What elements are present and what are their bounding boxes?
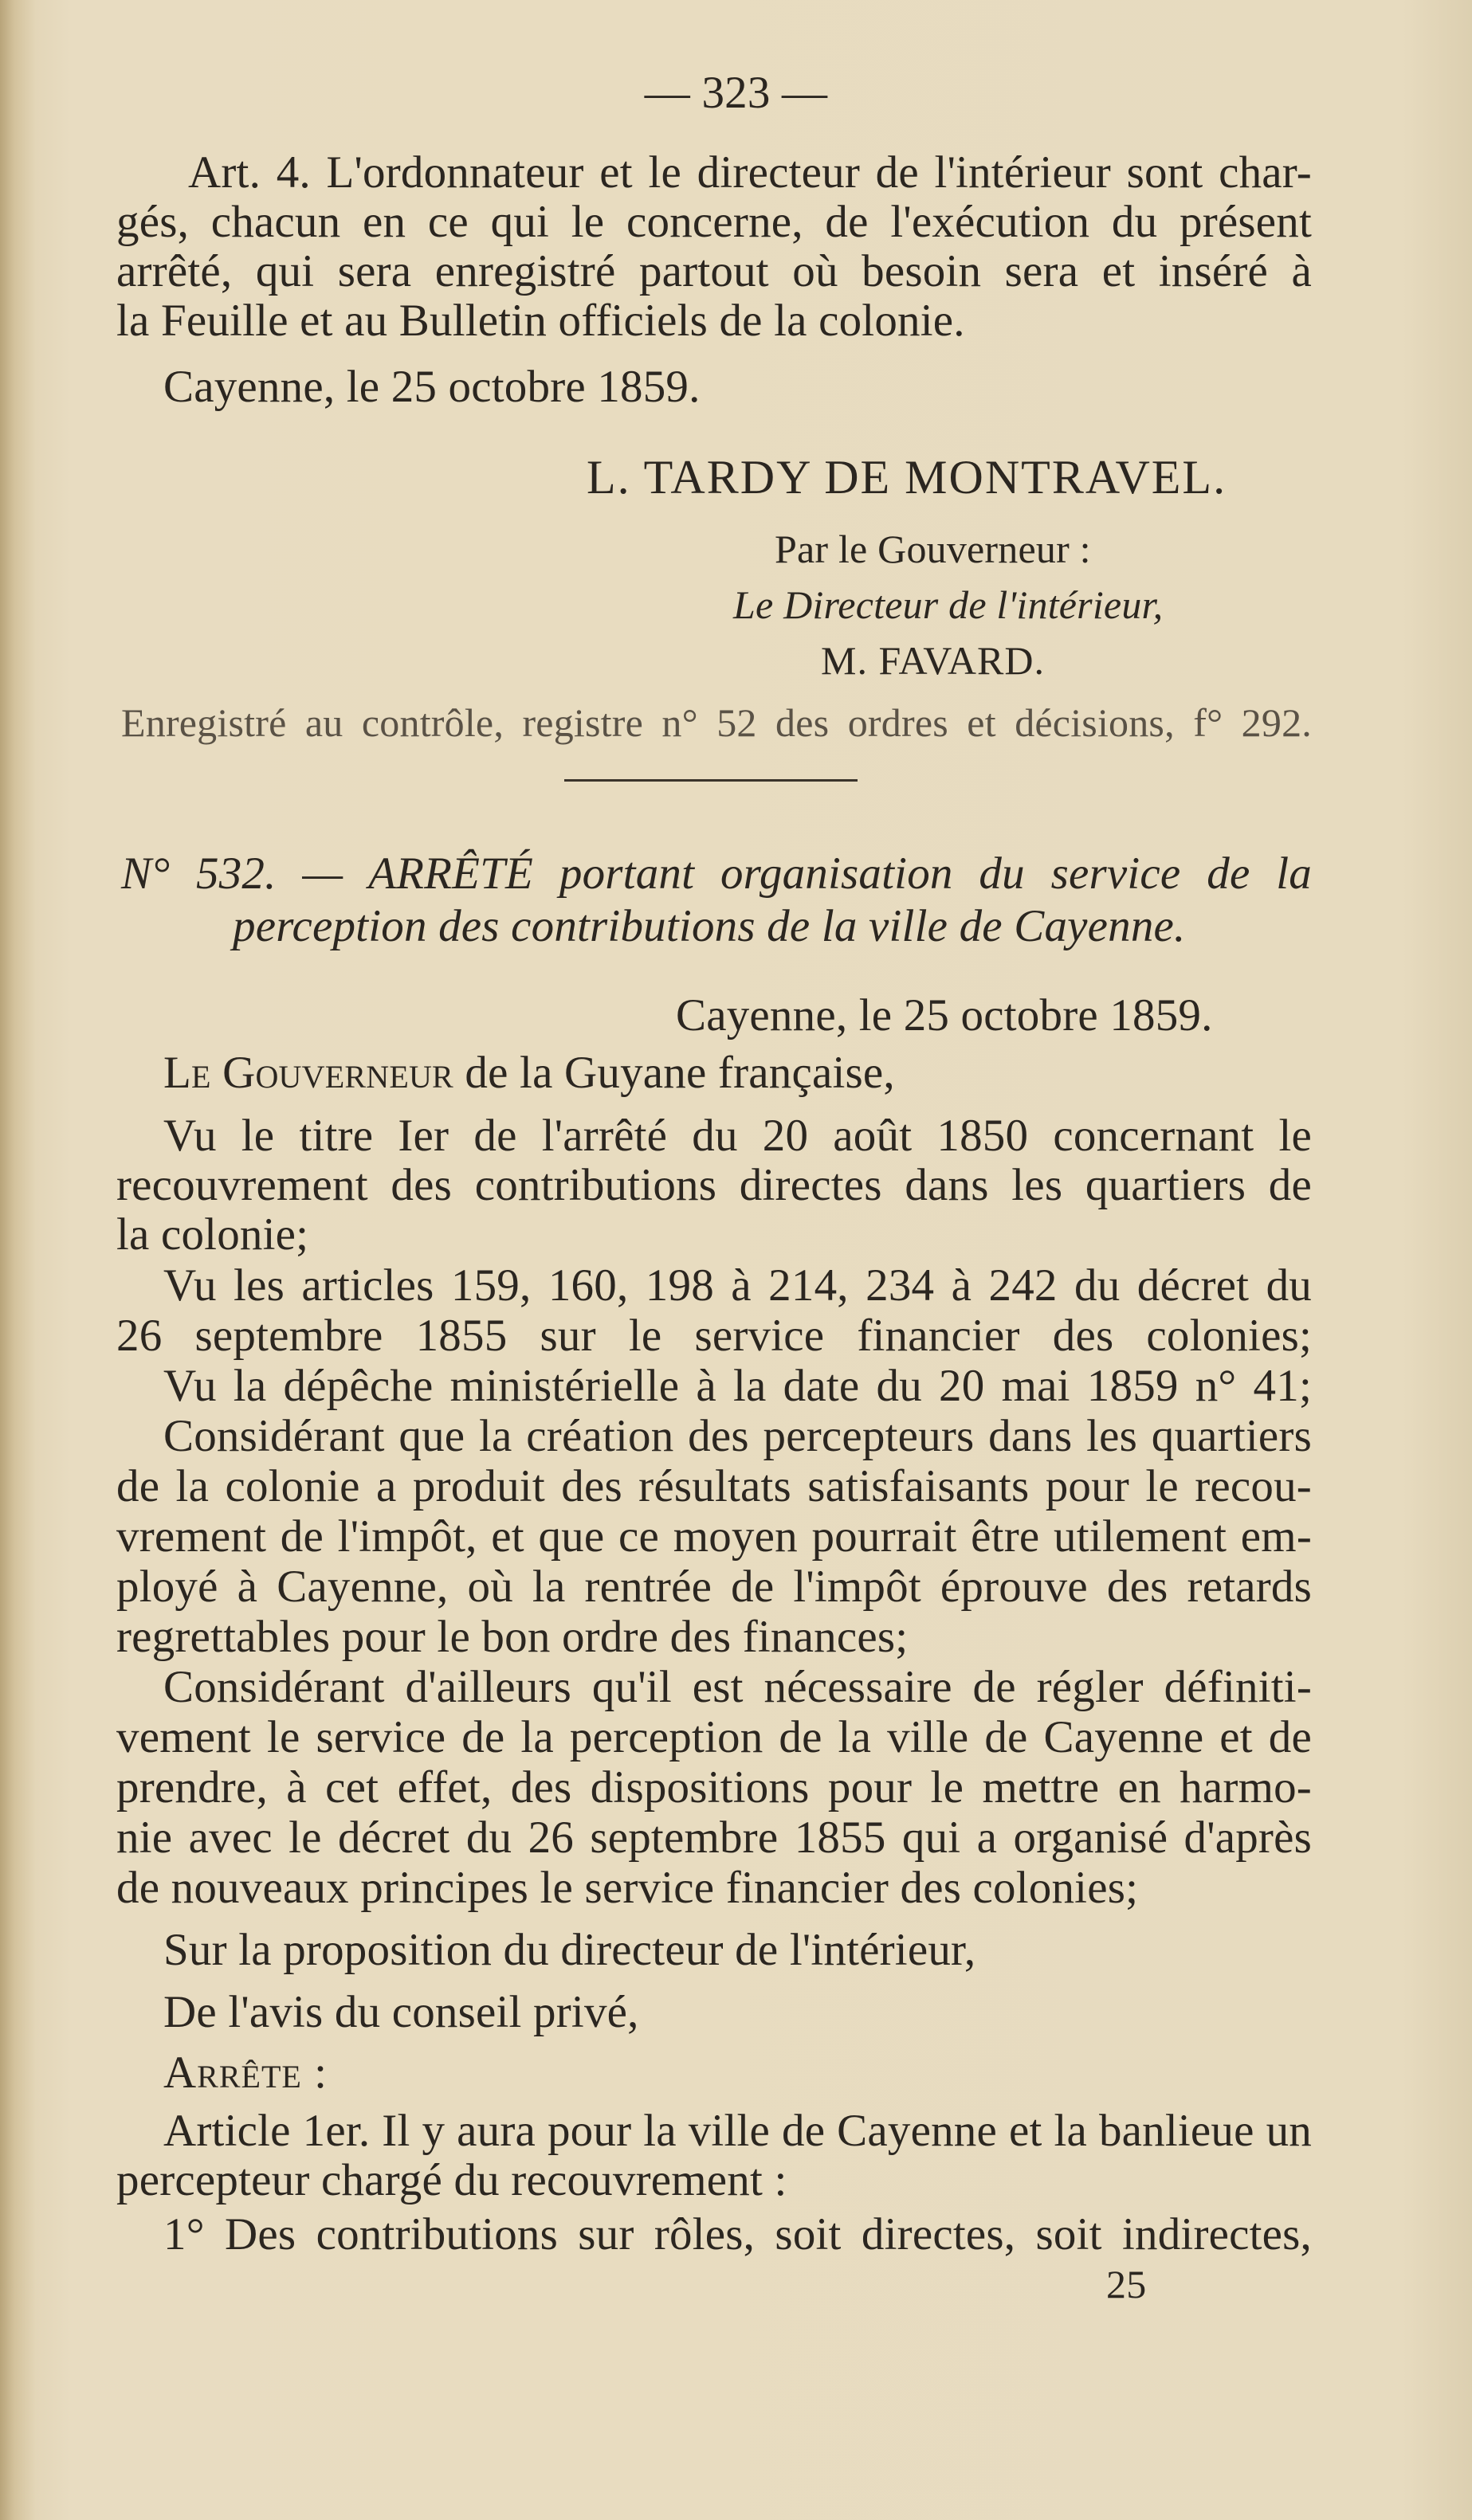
article-line: 1° Des contributions sur rôles, soit directes, soit indirectes, [163, 2209, 1312, 2259]
text-line: regrettables pour le bon ordre des finances; [116, 1612, 909, 1662]
separator-rule [564, 779, 858, 782]
text-line: de nouveaux principes le service financier des colonies; [116, 1863, 1139, 1913]
text-line: prendre, à cet effet, des dispositions pour le mettre en harmo- [116, 1762, 1312, 1813]
text-line: de la colonie a produit des résultats satisfaisants pour le recou- [116, 1461, 1312, 1511]
text-line: vement le service de la perception de la ville de Cayenne et de [116, 1712, 1312, 1762]
director-title: Le Directeur de l'intérieur, [733, 582, 1164, 627]
text-line: Art. 4. L'ordonnateur et le directeur de l'intérieur sont char- [188, 147, 1312, 198]
governor-label: Le Gouverneur [163, 1048, 453, 1098]
governor-rest: de la Guyane française, [453, 1048, 895, 1098]
page-number: — 323 — [644, 68, 828, 118]
text-line: vrement de l'impôt, et que ce moyen pourrait être utilement em- [116, 1511, 1312, 1562]
text-line: Vu les articles 159, 160, 198 à 214, 234 à 242 du décret du [163, 1260, 1312, 1311]
text-line: De l'avis du conseil privé, [163, 1987, 639, 2037]
text-line: Vu le titre Ier de l'arrêté du 20 août 1850 concernant le [163, 1111, 1312, 1161]
text-line: Sur la proposition du directeur de l'intérieur, [163, 1925, 976, 1975]
date-line: Cayenne, le 25 octobre 1859. [163, 362, 701, 412]
arrete-title: N° 532. — ARRÊTÉ portant organisation du service de la [121, 848, 1312, 899]
article-line: Article 1er. Il y aura pour la ville de Cayenne et la banlieue un [163, 2106, 1312, 2156]
article-line: percepteur chargé du recouvrement : [116, 2155, 787, 2205]
text-line: ployé à Cayenne, où la rentrée de l'impôt éprouve des retards [116, 1562, 1312, 1612]
text-line: Vu la dépêche ministérielle à la date du 20 mai 1859 n° 41; [163, 1361, 1312, 1411]
text-line: Considérant que la création des percepteurs dans les quartiers [163, 1411, 1312, 1461]
text-line: arrêté, qui sera enregistré partout où besoin sera et inséré à [116, 246, 1312, 296]
text-line: nie avec le décret du 26 septembre 1855 qui a organisé d'après [116, 1813, 1312, 1863]
registration-note: Enregistré au contrôle, registre n° 52 des ordres et décisions, f° 292. [121, 700, 1312, 745]
signature-mark: 25 [1106, 2262, 1147, 2306]
text-line: recouvrement des contributions directes dans les quartiers de [116, 1160, 1312, 1210]
text-line: gés, chacun en ce qui le concerne, de l'exécution du présent [116, 197, 1312, 247]
governor-line [163, 1048, 1279, 1098]
signatory: L. TARDY DE MONTRAVEL. [587, 451, 1227, 504]
text-line: la colonie; [116, 1209, 309, 1260]
director-name: M. FAVARD. [821, 638, 1045, 683]
by-governor: Par le Gouverneur : [775, 527, 1091, 571]
arrete-title-cont: perception des contributions de la ville de Cayenne. [233, 901, 1186, 951]
arrete-date: Cayenne, le 25 octobre 1859. [676, 990, 1213, 1041]
text-line: 26 septembre 1855 sur le service financier des colonies; [116, 1311, 1312, 1361]
text-line: la Feuille et au Bulletin officiels de la colonie. [116, 296, 965, 346]
arrete-label: Arrête : [163, 2048, 328, 2098]
text-line: Considérant d'ailleurs qu'il est nécessaire de régler définiti- [163, 1662, 1312, 1712]
